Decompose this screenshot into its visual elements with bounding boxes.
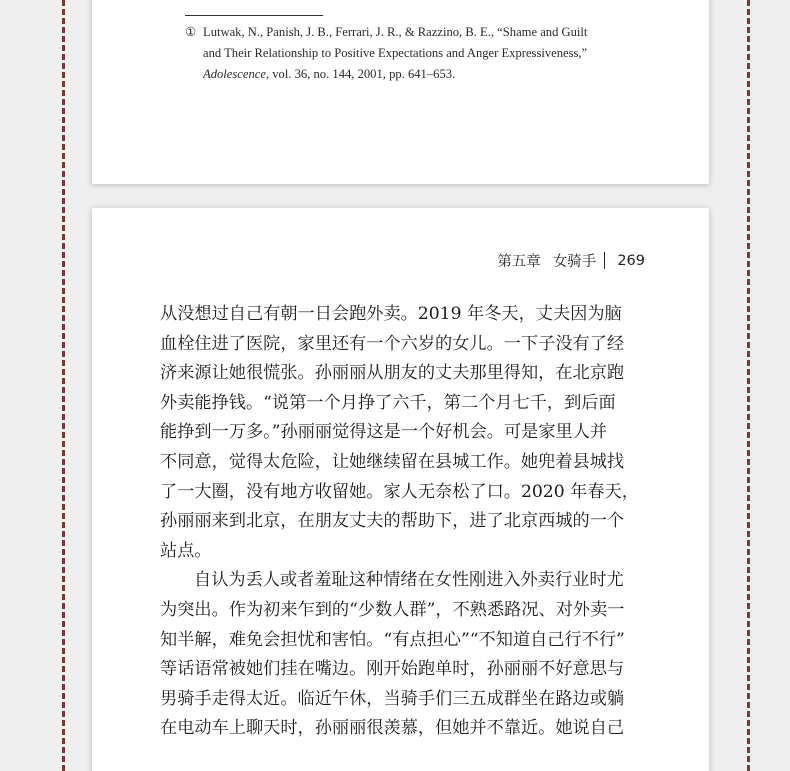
- footnote-marker: ①: [185, 25, 197, 39]
- text-line: 外卖能挣钱。“说第一个月挣了六千，第二个月七千，到后面: [160, 392, 616, 413]
- text-line: 知半解，难免会担忧和害怕。“有点担心”“不知道自己行不行”: [160, 629, 625, 650]
- text-line: 为突出。作为初来乍到的“少数人群”，不熟悉路况、对外卖一: [160, 599, 625, 620]
- footnote: [185, 22, 655, 85]
- chapter-title: 女骑手: [552, 254, 597, 270]
- text-line: 了一大圈，没有地方收留她。家人无奈松了口。2020 年春天，: [160, 481, 639, 502]
- text-line: 不同意，觉得太危险，让她继续留在县城工作。她兜着县城找: [160, 451, 625, 472]
- text-line: 济来源让她很慌张。孙丽丽从朋友的丈夫那里得知，在北京跑: [160, 363, 625, 384]
- previous-page: [92, 0, 709, 184]
- text-line: 在电动车上聊天时，孙丽丽很羡慕，但她并不靠近。她说自己: [160, 718, 625, 739]
- text-line: 能挣到一万多。”孙丽丽觉得这是一个好机会。可是家里人并: [160, 422, 608, 443]
- paragraph-first-line: 自认为丢人或者羞耻这种情绪在女性刚进入外卖行业时尤: [194, 570, 624, 591]
- footnote-rule: [185, 15, 323, 16]
- body-text: [160, 300, 650, 744]
- chapter-label: 第五章: [497, 254, 541, 270]
- left-dashed-border: [62, 0, 65, 771]
- text-line: 血栓住进了医院，家里还有一个六岁的女儿。一下子没有了经: [160, 333, 625, 354]
- text-line: 男骑手走得太近。临近午休，当骑手们三五成群坐在路边或躺: [160, 688, 625, 709]
- footnote-line: and Their Relationship to Positive Expectations and Anger Expressiveness,”: [203, 46, 588, 60]
- text-line: 从没想过自己有朝一日会跑外卖。2019 年冬天，丈夫因为脑: [160, 304, 622, 324]
- footnote-text: Lutwak, N., Panish, J. B., Ferrari, J. R., & Razzino, B. E., “Shame and Guilt: [203, 25, 588, 39]
- text-line: 等话语常被她们挂在嘴边。刚开始跑单时，孙丽丽不好意思与: [160, 659, 625, 680]
- footnote-line: [185, 64, 655, 85]
- text-line: 站点。: [160, 540, 212, 561]
- citation-tail: , vol. 36, no. 144, 2001, pp. 641–653.: [265, 67, 456, 81]
- journal-title: Adolescence: [203, 67, 266, 81]
- right-dashed-border: [747, 0, 750, 771]
- running-head: [497, 250, 645, 271]
- footnote-line: [185, 22, 655, 43]
- text-line: 孙丽丽来到北京，在朋友丈夫的帮助下，进了北京西城的一个: [160, 511, 625, 532]
- book-page: [92, 208, 709, 771]
- page-number: 269: [617, 252, 645, 269]
- header-separator: [604, 252, 605, 269]
